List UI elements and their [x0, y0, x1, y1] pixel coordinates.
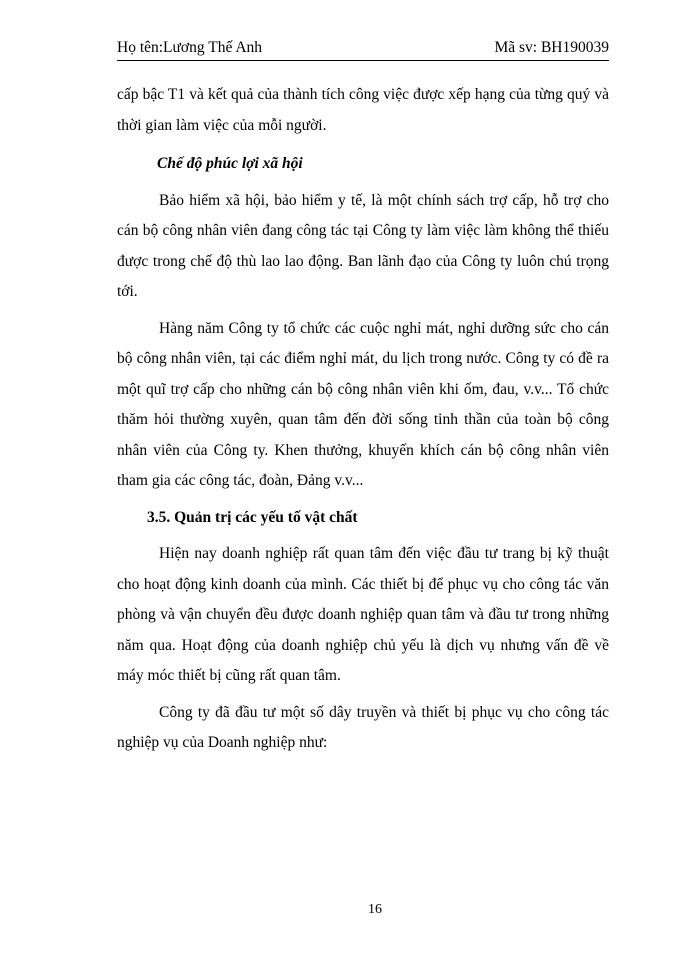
- page-header: [117, 38, 609, 61]
- student-name: Họ tên:Lương Thế Anh: [117, 39, 263, 56]
- paragraph-production-lines: Công ty đã đầu tư một số dây truyền và thiết bị phục vụ cho công tác nghiệp vụ của Doanh nghiệp như:: [117, 703, 609, 751]
- paragraph-rank-result: cấp bậc T1 và kết quả của thành tích công việc được xếp hạng của từng quý và thời gian làm việc của mỗi người.: [117, 86, 609, 134]
- paragraph-annual-activities: Hàng năm Công ty tổ chức các cuộc nghỉ mát, nghỉ dưỡng sức cho cán bộ công nhân viên, tại các điểm nghỉ mát, du lịch trong nước. Công ty có đề ra một quĩ trợ cấp cho những cán bộ công nhân viên khi ốm, đau, v.v... Tổ chức thăm hỏi thường xuyên, quan tâm đến đời sống tinh thần của toàn bộ công nhân viên của Công ty. Khen thưởng, khuyến khích cán bộ công nhân viên tham gia các công tác, đoàn, Đảng v.v...: [117, 319, 609, 489]
- student-id: Mã sv: BH190039: [494, 39, 609, 56]
- heading-social-welfare: Chế độ phúc lợi xã hội: [157, 155, 303, 172]
- page-number: 16: [368, 902, 382, 917]
- paragraph-equipment-investment: Hiện nay doanh nghiệp rất quan tâm đến việc đầu tư trang bị kỹ thuật cho hoạt động kinh doanh của mình. Các thiết bị để phục vụ cho công tác văn phòng và vận chuyển đều được doanh nghiệp quan tâm và đầu tư trong những năm qua. Hoạt động của doanh nghiệp chủ yếu là dịch vụ nhưng vấn đề về máy móc thiết bị cũng rất quan tâm.: [117, 545, 609, 684]
- document-body: [117, 80, 609, 759]
- paragraph-insurance: Bảo hiểm xã hội, bảo hiểm y tế, là một chính sách trợ cấp, hỗ trợ cho cán bộ công nhân viên đang công tác tại Công ty làm việc làm không thể thiếu được trong chế độ thù lao lao động. Ban lãnh đạo của Công ty luôn chú trọng tới.: [117, 191, 609, 300]
- heading-material-management: 3.5. Quản trị các yếu tố vật chất: [147, 508, 358, 526]
